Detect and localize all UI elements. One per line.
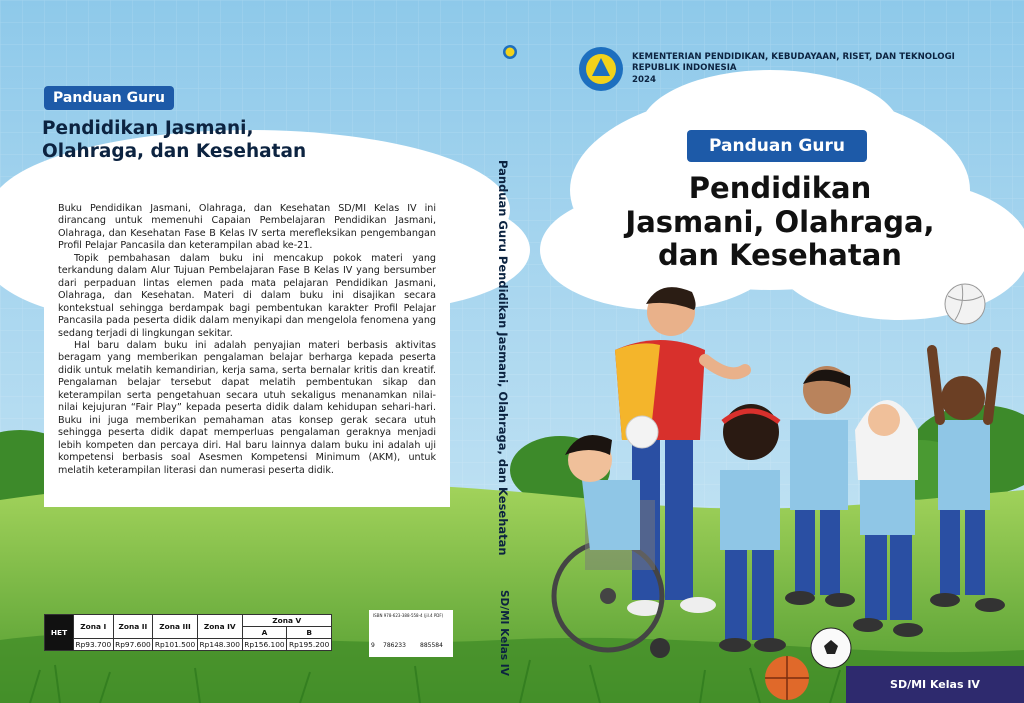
- zone-3-price: Rp101.500: [153, 639, 198, 651]
- volleyball-icon: [945, 284, 985, 324]
- zone-4-price: Rp148.300: [197, 639, 242, 651]
- het-label: HET: [45, 615, 74, 651]
- back-cover-blurb: [44, 195, 450, 507]
- soccer-ball-icon: [811, 628, 851, 668]
- ministry-heading: [632, 52, 955, 86]
- front-title-line-3: dan Kesehatan: [658, 238, 902, 272]
- het-price-table: [44, 614, 332, 651]
- back-cover-title: [42, 117, 306, 163]
- zone-4-header: Zona IV: [197, 615, 242, 639]
- blurb-paragraph-3: Hal baru dalam buku ini adalah penyajian materi berbasis aktivitas beragam yang memberikan pengalaman belajar berharga kepada peserta didik untuk melatih kemandirian, kerja sama, serta bernalar kritis dan kreatif. Pengalaman belajar tersebut dapat melatih pembentukan sikap dan keterampilan serta pengetahuan secara utuh sekaligus menanamkan nilai-nilai kejujuran “Fair Play” kepada peserta didik dalam kehidupan sehari-hari. Buku ini juga memberikan pemahaman atas konsep gerak secara utuh sehingga peserta didik dapat memperluas pengalaman geraknya menjadi lebih kompeten dan percaya diri. Hal baru lainnya dalam buku ini adalah uji kompetensi berbasis soal Asesmen Kompetensi Minimum (AKM), untuk melatih keterampilan literasi dan numerasi peserta didik.: [58, 339, 436, 476]
- spine-logo: [503, 45, 517, 59]
- back-title-line-2: Olahraga, dan Kesehatan: [42, 141, 307, 162]
- zone-1-price: Rp93.700: [75, 640, 112, 649]
- isbn-text: ISBN 978-623-388-558-4 (jil.4 PDF): [373, 613, 444, 618]
- zone-5b-price: Rp195.200: [287, 639, 332, 651]
- barcode-lead-digit: 9: [371, 642, 375, 649]
- front-title-line-1: Pendidikan: [688, 171, 872, 205]
- front-title-line-2: Jasmani, Olahraga,: [625, 204, 935, 239]
- ministry-line-3: 2024: [632, 74, 656, 85]
- zone-2-price: Rp97.600: [115, 640, 151, 649]
- spine-class-label: SD/MI Kelas IV: [498, 590, 510, 676]
- barcode-digits-left: 786233: [383, 642, 406, 649]
- blurb-paragraph-2: Topik pembahasan dalam buku ini mencakup pokok materi yang terkandung dalam Alur Tujuan Pembelajaran Fase B Kelas IV yang bersumber dari perpaduan lintas elemen pada mata pelajaran Pendidikan Jasmani, Olahraga, dan Kesehatan. Materi di dalam buku ini disajikan secara kontekstual sehingga berdampak bagi pembentukan karakter Profil Pelajar Pancasila pada peserta didik dalam menyikapi dan mengelola fenomena yang sedang terjadi di lingkungan sekitar.: [58, 252, 436, 339]
- front-cover-badge: Panduan Guru: [687, 130, 867, 162]
- basketball-icon: [765, 656, 809, 700]
- zone-5-header: Zona V: [242, 615, 331, 627]
- blurb-paragraph-1: Buku Pendidikan Jasmani, Olahraga, dan Kesehatan SD/MI Kelas IV ini dirancang untuk memenuhi Capaian Pembelajaran Pendidikan Jasmani, Olahraga, dan Kesehatan Fase B Kelas IV serta merefleksikan pengembangan Profil Pelajar Pancasila dan keterampilan abad ke-21.: [58, 203, 436, 252]
- zone-5b-header: B: [287, 627, 332, 639]
- back-cover-badge: Panduan Guru: [44, 86, 174, 110]
- zone-5a-price: Rp156.100: [242, 639, 287, 651]
- zone-5a-header: A: [242, 627, 287, 639]
- front-class-label: SD/MI Kelas IV: [846, 666, 1024, 703]
- ministry-line-2: REPUBLIK INDONESIA: [632, 63, 737, 74]
- back-title-line-1: Pendidikan Jasmani,: [42, 118, 254, 139]
- front-cover-title: [580, 172, 980, 273]
- spine-title: Panduan Guru Pendidikan Jasmani, Olahraga, dan Kesehatan: [496, 160, 510, 556]
- ministry-line-1: KEMENTERIAN PENDIDIKAN, KEBUDAYAAN, RISET, DAN TEKNOLOGI: [632, 52, 955, 62]
- zone-1-header: Zona I: [74, 615, 114, 639]
- barcode-digits-right: 885584: [420, 642, 443, 649]
- zone-3-header: Zona III: [153, 615, 198, 639]
- zone-2-header: Zona II: [113, 615, 153, 639]
- tut-wuri-handayani-logo: [579, 47, 623, 91]
